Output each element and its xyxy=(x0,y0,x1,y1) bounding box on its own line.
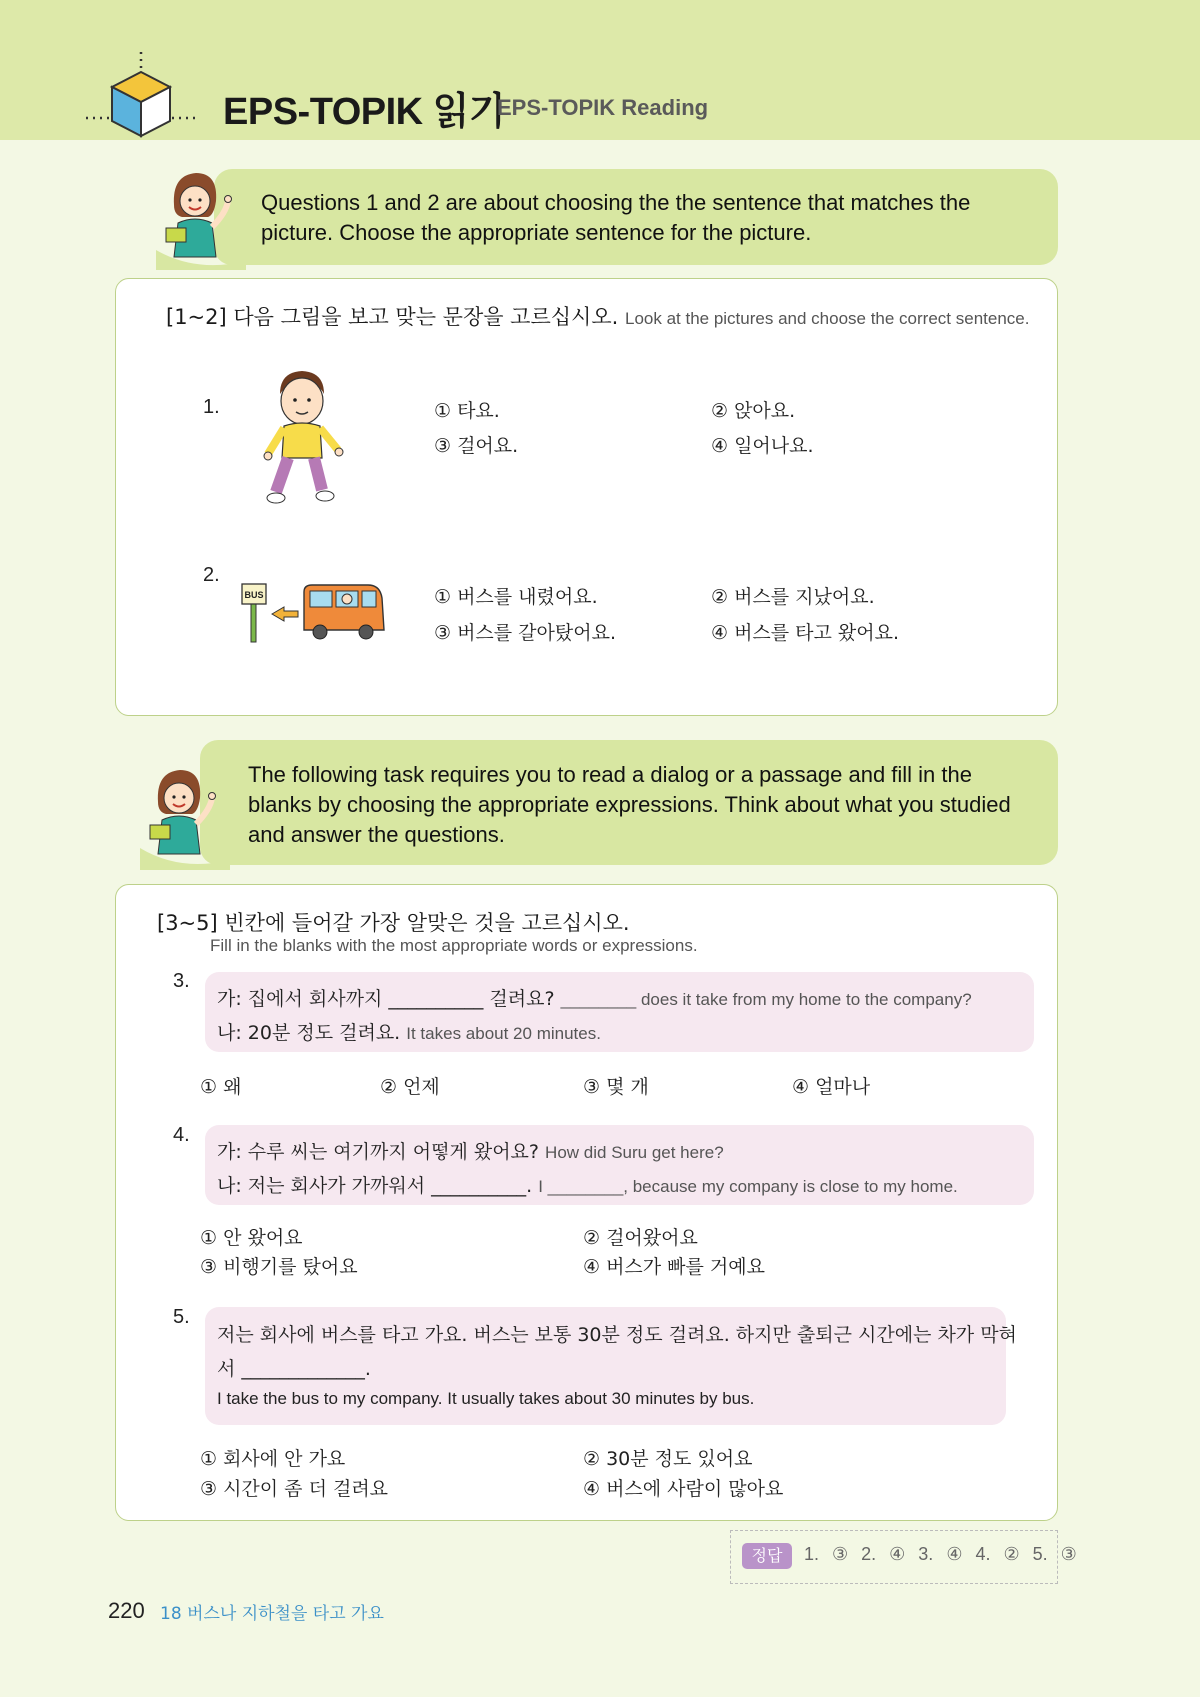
q2-option-2[interactable]: ② 버스를 지났어요. xyxy=(711,586,875,608)
q4-option-3[interactable]: ③ 비행기를 탔어요 xyxy=(200,1256,358,1278)
bubble2-line1: The following task requires you to read a dialog or a passage and fill in the xyxy=(248,762,972,787)
page-number: 220 xyxy=(108,1598,145,1623)
q3-dialog-box xyxy=(205,972,1034,1052)
chapter-title: 18 버스나 지하철을 타고 가요 xyxy=(160,1604,384,1624)
q3-line1-kr: 가: 집에서 회사까지 __________ 걸려요? xyxy=(217,988,555,1010)
q5-line1-kr: 저는 회사에 버스를 타고 가요. 버스는 보통 30분 정도 걸려요. 하지만 출퇴근 시간에는 차가 막혀 xyxy=(217,1324,1017,1346)
q2-option-3[interactable]: ③ 버스를 갈아탔어요. xyxy=(434,622,616,644)
q4-option-4[interactable]: ④ 버스가 빠를 거예요 xyxy=(583,1256,765,1278)
section1-instruction-kr: [1~2] 다음 그림을 보고 맞는 문장을 고르십시오. xyxy=(166,305,619,329)
page-title: EPS-TOPIK 읽기 xyxy=(223,91,506,133)
q4-line1-en: How did Suru get here? xyxy=(545,1143,724,1162)
cube-icon xyxy=(86,52,206,142)
bubble2-line2: blanks by choosing the appropriate expressions. Think about what you studied xyxy=(248,792,1011,817)
q5-option-4[interactable]: ④ 버스에 사람이 많아요 xyxy=(583,1478,784,1500)
q3-line2 xyxy=(217,1018,601,1045)
q3-option-4[interactable]: ④ 얼마나 xyxy=(792,1076,871,1098)
q3-line2-kr: 나: 20분 정도 걸려요. xyxy=(217,1022,401,1044)
q3-line1 xyxy=(217,984,972,1011)
answer-key xyxy=(730,1530,1077,1584)
q3-option-1[interactable]: ① 왜 xyxy=(200,1076,242,1098)
q2-option-4[interactable]: ④ 버스를 타고 왔어요. xyxy=(711,622,900,644)
q4-line1-kr: 가: 수루 씨는 여기까지 어떻게 왔어요? xyxy=(217,1141,539,1163)
q1-option-4[interactable]: ④ 일어나요. xyxy=(711,435,814,457)
bubble2-line3: and answer the questions. xyxy=(248,822,505,847)
q4-line1 xyxy=(217,1137,724,1164)
q4-line2 xyxy=(217,1171,958,1198)
q4-option-1[interactable]: ① 안 왔어요 xyxy=(200,1227,303,1249)
teacher-icon xyxy=(156,165,256,270)
bus-icon xyxy=(300,582,386,646)
bubble1-text xyxy=(261,188,970,248)
question-number-4: 4. xyxy=(173,1124,190,1146)
q4-option-2[interactable]: ② 걸어왔어요 xyxy=(583,1227,698,1249)
q4-dialog-box xyxy=(205,1125,1034,1205)
section1-instruction-en: Look at the pictures and choose the correct sentence. xyxy=(624,309,1030,328)
question-number-5: 5. xyxy=(173,1306,190,1328)
page-subtitle: EPS-TOPIK Reading xyxy=(497,95,709,120)
question-number-2: 2. xyxy=(203,564,220,586)
answer-badge: 정답 xyxy=(742,1543,792,1569)
q3-option-3[interactable]: ③ 몇 개 xyxy=(583,1076,649,1098)
section2-instruction-kr: [3~5] 빈칸에 들어갈 가장 알맞은 것을 고르십시오. xyxy=(157,911,630,935)
teacher-icon-2 xyxy=(140,762,240,870)
bubble2-text xyxy=(248,760,1011,850)
bubble1-line2: picture. Choose the appropriate sentence for the picture. xyxy=(261,220,812,245)
walking-boy-icon xyxy=(262,366,346,506)
section1-instruction xyxy=(166,301,1029,331)
question-number-3: 3. xyxy=(173,970,190,992)
q5-option-2[interactable]: ② 30분 정도 있어요 xyxy=(583,1448,753,1470)
q1-option-3[interactable]: ③ 걸어요. xyxy=(434,435,519,457)
q3-line1-en: ________ does it take from my home to the company? xyxy=(560,990,972,1009)
q5-passage-box xyxy=(205,1307,1017,1425)
bubble1-line1: Questions 1 and 2 are about choosing the the sentence that matches the xyxy=(261,190,971,215)
section2-instruction-en: Fill in the blanks with the most appropriate words or expressions. xyxy=(210,936,698,955)
q4-line2-kr: 나: 저는 회사가 가까워서 __________. xyxy=(217,1175,533,1197)
q5-line2-kr: 서 _____________. xyxy=(217,1358,371,1380)
questions-card-1 xyxy=(115,278,1058,716)
bus-sign-text: BUS xyxy=(244,590,264,600)
q1-option-1[interactable]: ① 타요. xyxy=(434,400,500,422)
answer-text: 1. ③ 2. ④ 3. ④ 4. ② 5. ③ xyxy=(804,1544,1077,1564)
q3-line2-en: It takes about 20 minutes. xyxy=(406,1024,601,1043)
q5-option-1[interactable]: ① 회사에 안 가요 xyxy=(200,1448,346,1470)
q4-line2-en: I ________, because my company is close to my home. xyxy=(538,1177,958,1196)
q3-option-2[interactable]: ② 언제 xyxy=(380,1076,440,1098)
question-number-1: 1. xyxy=(203,396,220,418)
q2-option-1[interactable]: ① 버스를 내렸어요. xyxy=(434,586,598,608)
q1-option-2[interactable]: ② 앉아요. xyxy=(711,400,796,422)
q5-option-3[interactable]: ③ 시간이 좀 더 걸려요 xyxy=(200,1478,389,1500)
q5-line3-en: I take the bus to my company. It usually takes about 30 minutes by bus. xyxy=(217,1389,755,1408)
